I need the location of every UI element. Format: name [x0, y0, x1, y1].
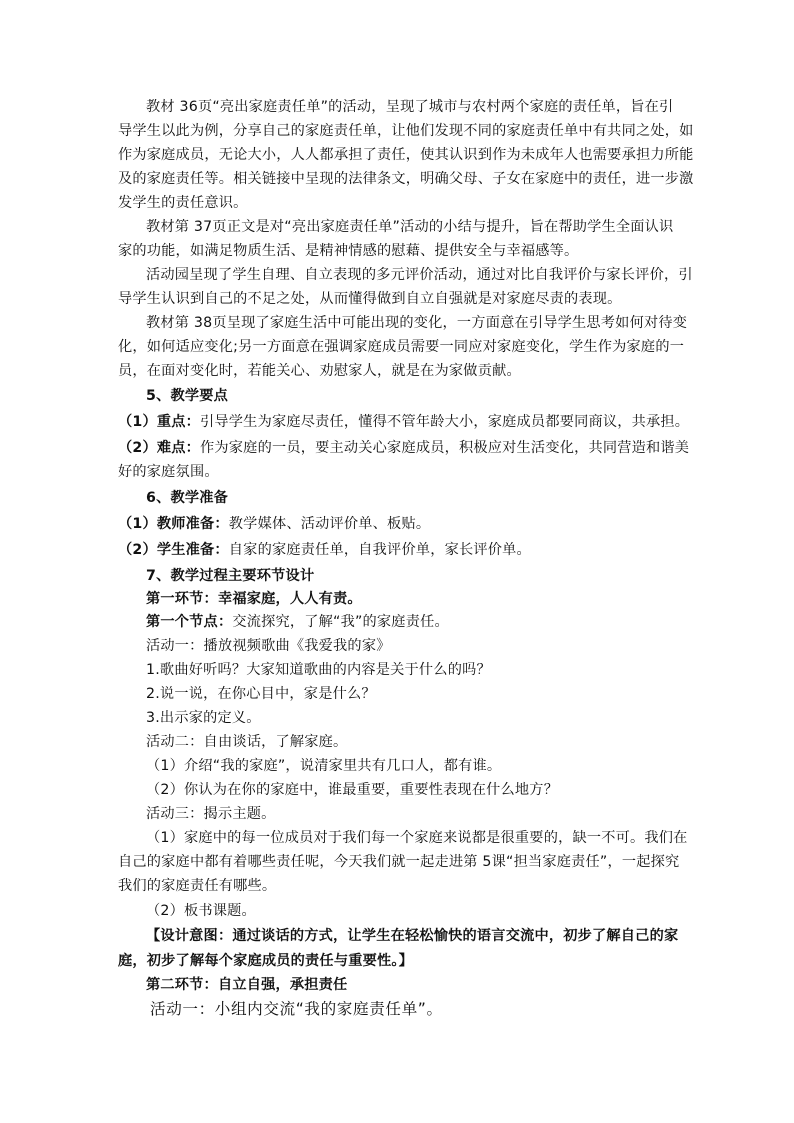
activity1-item2: 2.说一说，在你心目中，家是什么？ [146, 686, 376, 702]
stage1-node-text: 交流探究，了解“我”的家庭责任。 [232, 614, 449, 630]
teacher-prep-line [118, 514, 430, 534]
para4-line1: 教材第 38页呈现了家庭生活中可能出现的变化，一方面意在引导学生思考如何对待变 [146, 315, 688, 331]
activity2-item1: （1）介绍“我的家庭”，说清家里共有几口人，都有谁。 [146, 758, 502, 774]
student-prep-line [118, 540, 531, 560]
stage1-node-label: 第一个节点： [146, 614, 233, 630]
activity1-item3: 3.出示家的定义。 [146, 710, 261, 726]
difficulty-label: （2）难点： [118, 440, 201, 456]
para2-line2: 家的功能，如满足物质生活、是精神情感的慰藉、提供安全与幸福感等。 [118, 243, 579, 259]
para1-line2: 导学生以此为例，分享自己的家庭责任单，让他们发现不同的家庭责任单中有共同之处，如 [118, 123, 694, 139]
activity3-item1-line1: （1）家庭中的每一位成员对于我们每一个家庭来说都是很重要的，缺一不可。我们在 [146, 830, 688, 846]
stage1-node [146, 612, 449, 632]
difficulty-line1 [118, 438, 689, 458]
para1-line4: 及的家庭责任等。相关链接中呈现的法律条文，明确父母、子女在家庭中的责任，进一步激 [118, 171, 694, 187]
activity2-item2: （2）你认为在你的家庭中，谁最重要，重要性表现在什么地方？ [146, 782, 559, 798]
teacher-prep-label: （1）教师准备： [118, 516, 229, 532]
stage1-title: 第一环节：幸福家庭，人人有责。 [146, 591, 362, 607]
para4-line3: 员，在面对变化时，若能关心、劝慰家人，就是在为家做贡献。 [118, 363, 521, 379]
difficulty-line2: 好的家庭氛围。 [118, 464, 219, 480]
para1-line1: 教材 36页“亮出家庭责任单”的活动，呈现了城市与农村两个家庭的责任单，旨在引 [146, 99, 674, 115]
activity1-item1: 1.歌曲好听吗？大家知道歌曲的内容是关于什么的吗？ [146, 662, 491, 678]
key-point-label: （1）重点： [118, 414, 201, 430]
section6-heading: 6、教学准备 [146, 490, 229, 506]
design-intent-line2: 庭，初步了解每个家庭成员的责任与重要性。】 [118, 953, 414, 969]
para4-line2: 化，如何适应变化;另一方面意在强调家庭成员需要一同应对家庭变化，学生作为家庭的一 [118, 339, 685, 355]
activity3-item1-line2: 自己的家庭中都有着哪些责任呢，今天我们就一起走进第 5课“担当家庭责任”，一起探究 [118, 854, 680, 870]
para3-line2: 导学生认识到自己的不足之处，从而懂得做到自立自强就是对家庭尽责的表现。 [118, 291, 622, 307]
para2-line1: 教材第 37页正文是对“亮出家庭责任单”活动的小结与提升，旨在帮助学生全面认识 [146, 219, 674, 235]
section7-heading: 7、教学过程主要环节设计 [146, 568, 315, 584]
activity2-title: 活动二：自由谈话，了解家庭。 [146, 734, 348, 750]
activity3-item2: （2）板书课题。 [146, 903, 256, 919]
difficulty-text: 作为家庭的一员，要主动关心家庭成员，积极应对生活变化，共同营造和谐美 [200, 440, 690, 456]
key-point-text: 引导学生为家庭尽责任，懂得不管年龄大小，家庭成员都要同商议，共承担。 [200, 414, 690, 430]
key-point-line [118, 412, 689, 432]
stage2-title: 第二环节：自立自强，承担责任 [146, 977, 348, 993]
activity1-title: 活动一：播放视频歌曲《我爱我的家》 [146, 638, 391, 654]
para1-line5: 发学生的责任意识。 [118, 195, 248, 211]
student-prep-text: 自家的家庭责任单，自我评价单，家长评价单。 [228, 542, 531, 558]
design-intent-line1: 【设计意图：通过谈话的方式，让学生在轻松愉快的语言交流中，初步了解自己的家 [146, 928, 679, 944]
para3-line1: 活动园呈现了学生自理、自立表现的多元评价活动，通过对比自我评价与家长评价，引 [146, 267, 693, 283]
teacher-prep-text: 教学媒体、活动评价单、板贴。 [228, 516, 431, 532]
para1-line3: 作为家庭成员，无论大小，人人都承担了责任，使其认识到作为未成年人也需要承担力所能 [118, 147, 694, 163]
activity3-title: 活动三：揭示主题。 [146, 806, 276, 822]
stage2-activity1: 活动一：小组内交流“我的家庭责任单”。 [150, 1000, 443, 1018]
activity3-item1-line3: 我们的家庭责任有哪些。 [118, 878, 277, 894]
section5-heading: 5、教学要点 [146, 388, 229, 404]
student-prep-label: （2）学生准备： [118, 542, 229, 558]
